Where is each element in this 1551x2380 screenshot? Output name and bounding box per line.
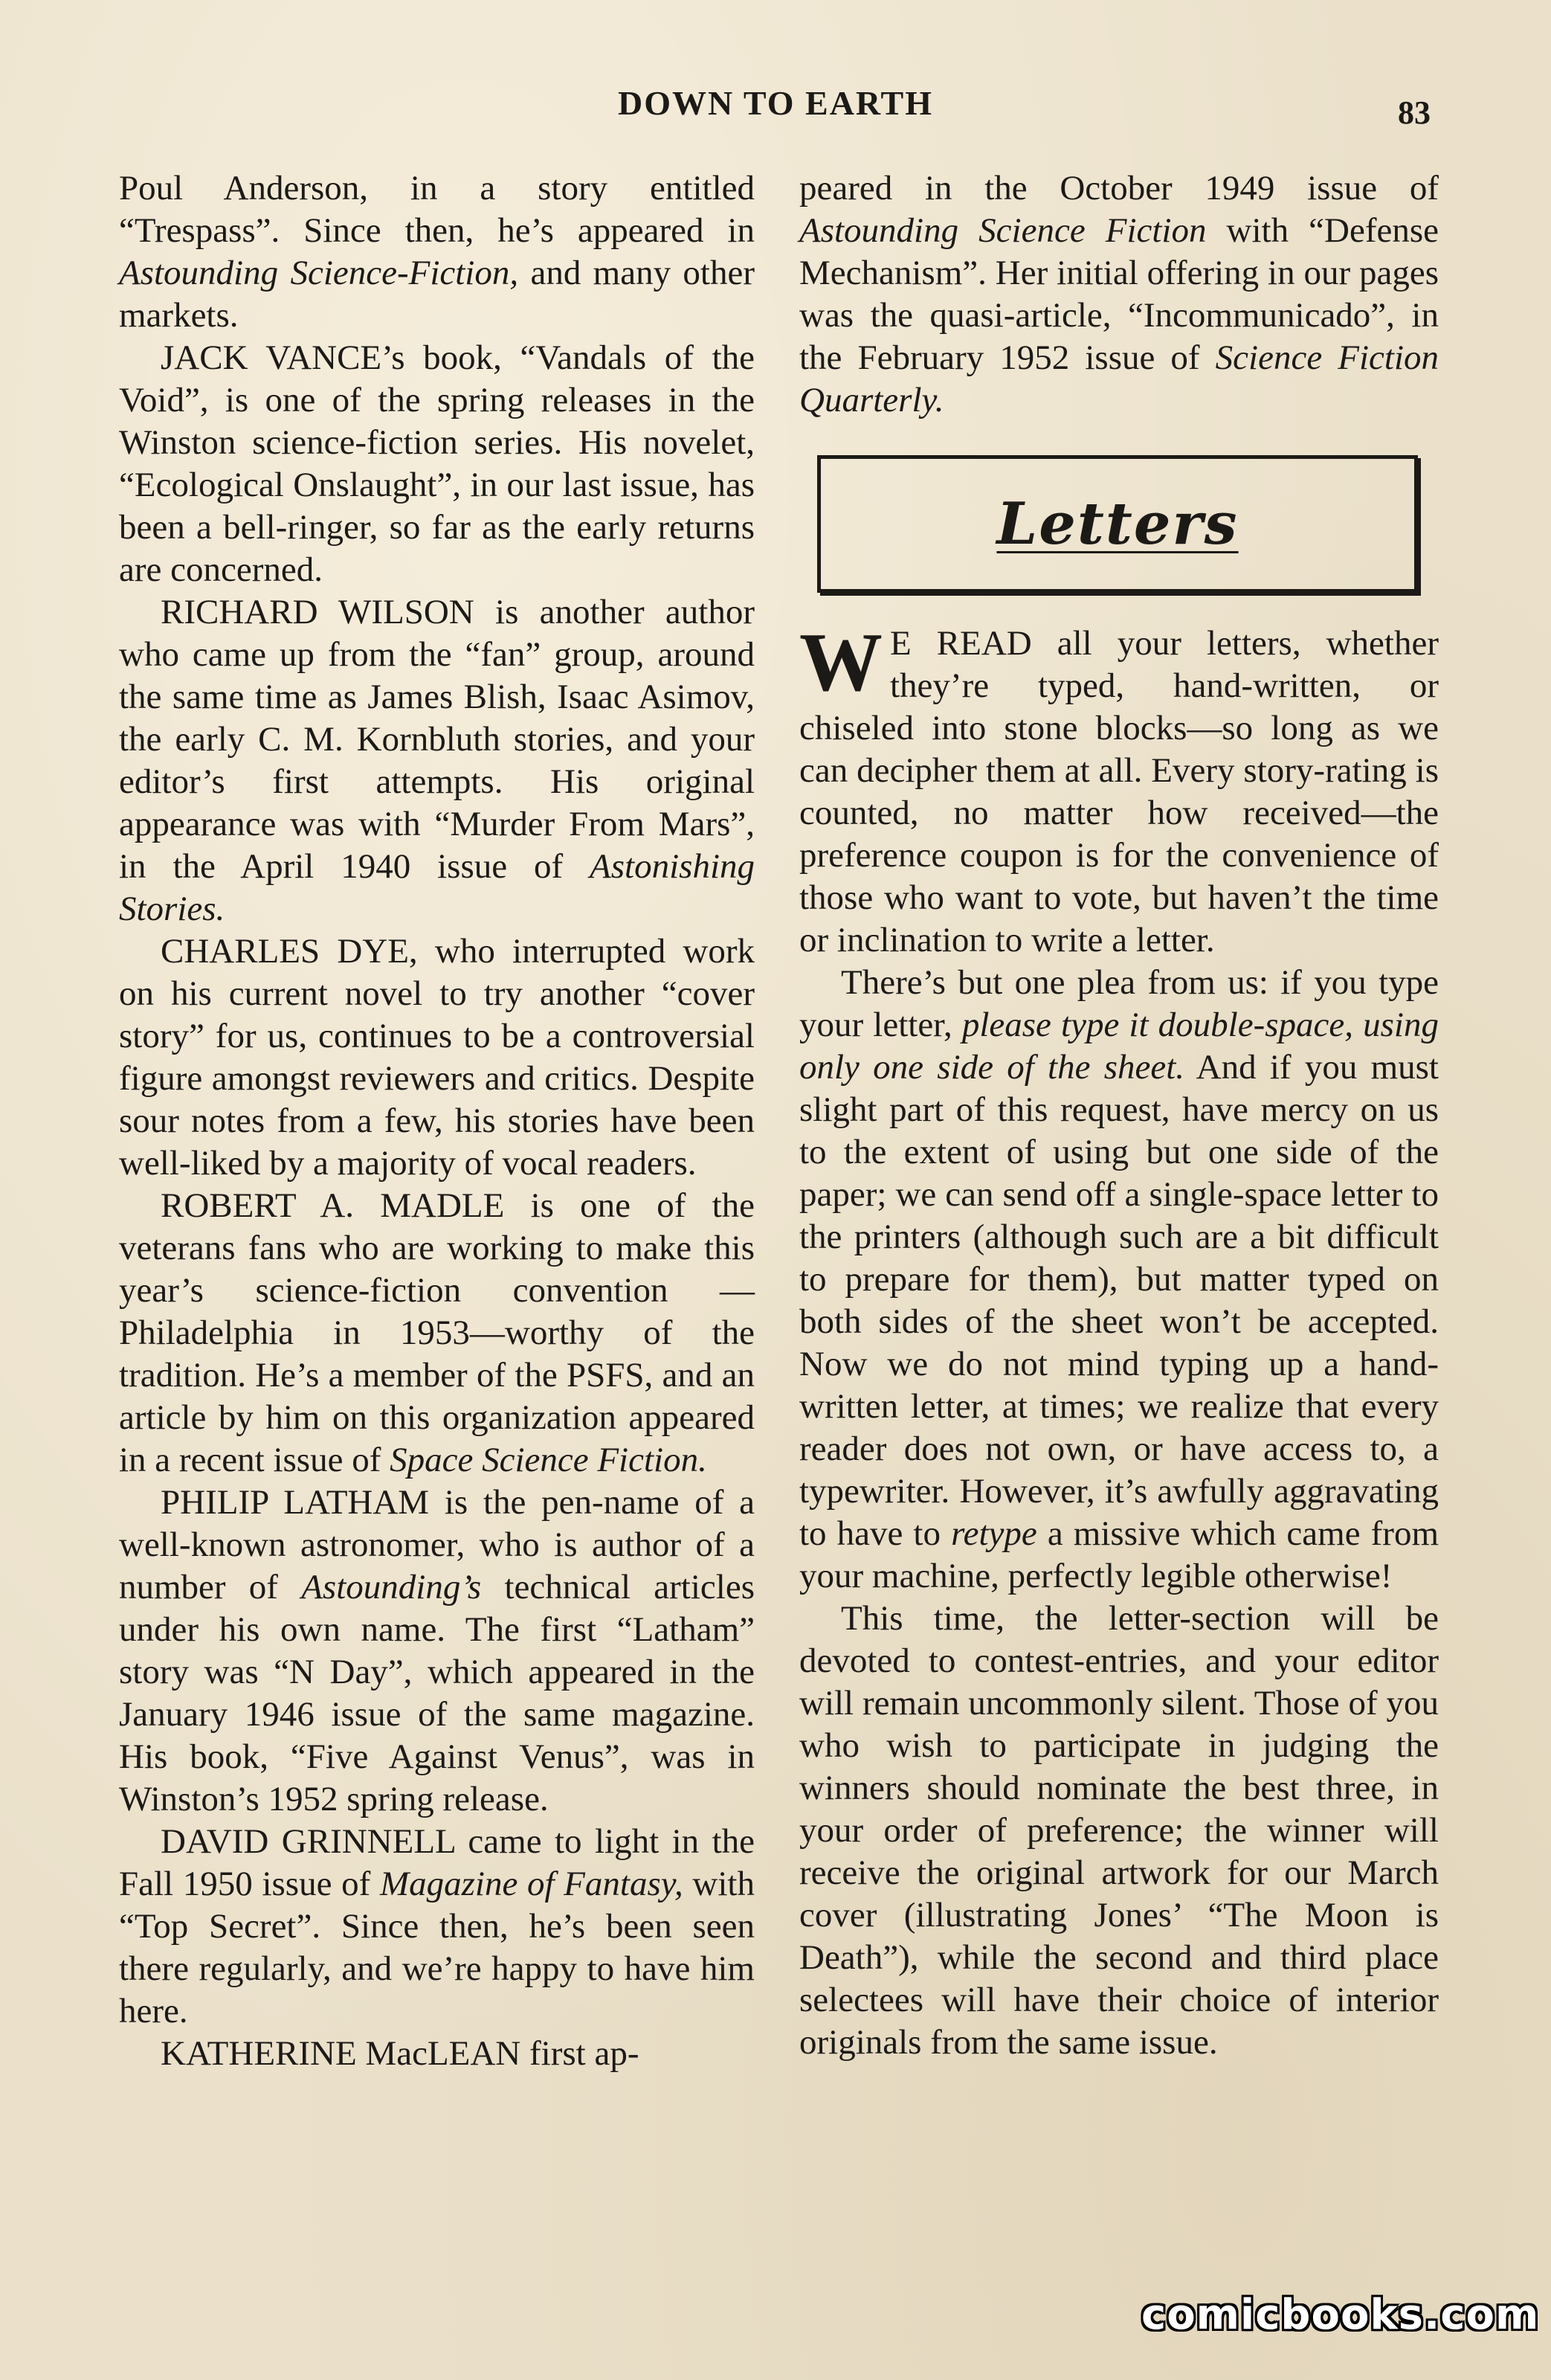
- paragraph-one-plea: There’s but one plea from us: if you type your letter, please type it double-space, using only one side of the sheet. And if you must slight part of this request, have mercy on us to the extent of using but one side of the paper; we can send off a single-space letter to the printers (although such are a bit difficult to prepare for them), but matter typed on both sides of the sheet won’t be accepted. Now we do not mind typing up a hand-written letter, at times; we realize that every reader does not own, or have access to, a typewriter. However, it’s awfully aggravating to have to retype a missive which came from your machine, perfectly legible otherwise!: [799, 963, 1439, 1595]
- letters-heading: Letters: [996, 490, 1239, 558]
- paragraph-jack-vance: JACK VANCE’s book, “Vandals of the Void”, is one of the spring releases in the Winston science-fiction series. His novelet, “Ecological Onslaught”, in our last issue, has been a bell-ringer, so far as the early returns are concerned.: [119, 338, 755, 589]
- running-head: DOWN TO EARTH: [618, 84, 933, 122]
- paragraph-richard-wilson: RICHARD WILSON is another author who came up from the “fan” group, around the same time as James Blish, Isaac Asimov, the early C. M. Kornbluth stories, and your editor’s first attempts. His original appearance was with “Murder From Mars”, in the April 1940 issue of Astonishing Stories.: [119, 593, 755, 928]
- paragraph-poul-anderson: Poul Anderson, in a story entitled “Trespass”. Since then, he’s appeared in Astounding Science-Fiction, and many other markets.: [119, 169, 755, 335]
- right-column: [799, 167, 1439, 2064]
- paragraph-we-read: W E READ all your letters, whether they’re typed, hand-written, or chiseled into stone blocks—so long as we can decipher them at all. Every story-rating is counted, no matter how received—the preference coupon is for the convenience of those who want to vote, but haven’t the time or inclination to write a letter.: [799, 617, 1439, 959]
- paragraph-david-grinnell: DAVID GRINNELL came to light in the Fall 1950 issue of Magazine of Fantasy, with “Top Secret”. Since then, he’s been seen there regularly, and we’re happy to have him here.: [119, 1822, 755, 2030]
- paragraph-charles-dye: CHARLES DYE, who interrupted work on his current novel to try another “cover story” for us, continues to be a controversial figure amongst reviewers and critics. Despite sour notes from a few, his stories have been well-liked by a majority of vocal readers.: [119, 932, 755, 1183]
- left-column: [119, 167, 755, 2075]
- paragraph-contest-entries: This time, the letter-section will be devoted to contest-entries, and your editor will remain uncommonly silent. Those of you who wish to participate in judging the winners should nominate the best three, in your order of preference; the winner will receive the original artwork for our March cover (illustrating Jones’ “The Moon is Death”), while the second and third place selectees will have their choice of interior originals from the same issue.: [799, 1599, 1439, 2062]
- paragraph-maclean-continued: peared in the October 1949 issue of Astounding Science Fiction with “Defense Mechanism”. Her initial offering in our pages was the quasi-article, “Incommunicado”, in the February 1952 issue of Science Fiction Quarterly.: [799, 169, 1439, 419]
- paragraph-katherine-maclean: KATHERINE MacLEAN first ap-: [161, 2034, 639, 2073]
- watermark: comicbooks.com: [1141, 2291, 1540, 2339]
- letters-section-heading-box: [817, 455, 1418, 593]
- drop-cap: W: [799, 617, 883, 709]
- paragraph-philip-latham: PHILIP LATHAM is the pen-name of a well-known astronomer, who is author of a number of Astounding’s technical articles under his own name. The first “Latham” story was “N Day”, which appeared in the January 1946 issue of the same magazine. His book, “Five Against Venus”, was in Winston’s 1952 spring release.: [119, 1483, 755, 1818]
- page-number: 83: [1398, 94, 1431, 131]
- paragraph-robert-madle: ROBERT A. MADLE is one of the veterans fans who are working to make this year’s science-fiction convention —Philadelphia in 1953—worthy of the tradition. He’s a member of the PSFS, and an article by him on this organization appeared in a recent issue of Space Science Fiction.: [119, 1186, 755, 1479]
